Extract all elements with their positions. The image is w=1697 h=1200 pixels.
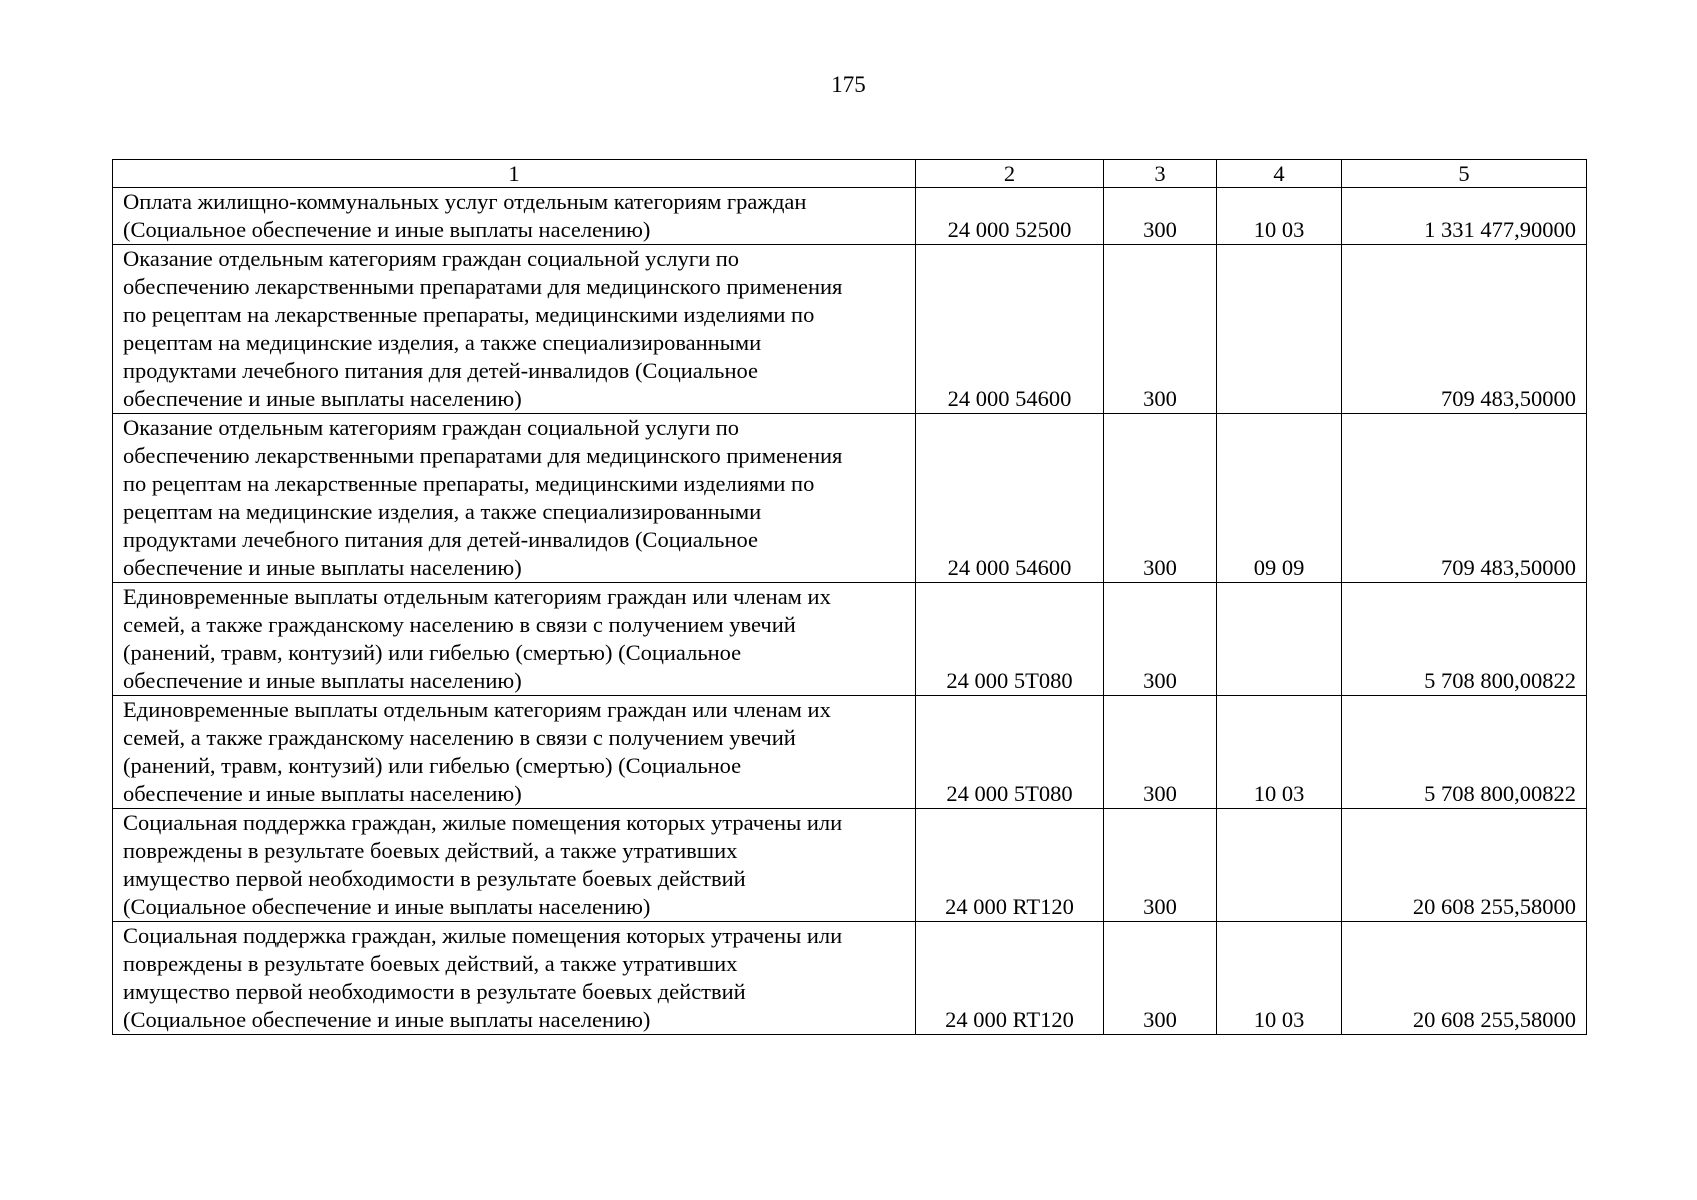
item-name-line: по рецептам на лекарственные препараты, медицинскими изделиями по xyxy=(123,302,815,327)
section-cell: 09 09 xyxy=(1217,414,1342,583)
item-name-line: Единовременные выплаты отдельным категориям граждан или членам их xyxy=(123,697,831,722)
item-name-line: повреждены в результате боевых действий, а также утративших xyxy=(123,951,738,976)
section-cell: 10 03 xyxy=(1217,922,1342,1035)
item-name-line: Оказание отдельным категориям граждан социальной услуги по xyxy=(123,246,740,271)
target-code-cell: 24 000 RT120 xyxy=(916,809,1104,922)
section-cell xyxy=(1217,809,1342,922)
target-code-cell: 24 000 54600 xyxy=(916,414,1104,583)
page-number: 175 xyxy=(831,72,866,97)
expense-type-cell: 300 xyxy=(1104,809,1217,922)
budget-table xyxy=(112,159,1587,1035)
item-name-line: Социальная поддержка граждан, жилые помещения которых утрачены или xyxy=(123,810,843,835)
expense-type-cell: 300 xyxy=(1104,583,1217,696)
item-name-line: имущество первой необходимости в результате боевых действий xyxy=(123,979,746,1004)
item-name-line: обеспечение и иные выплаты населению) xyxy=(123,781,522,806)
expense-type-cell: 300 xyxy=(1104,922,1217,1035)
section-cell: 10 03 xyxy=(1217,188,1342,245)
item-name-cell xyxy=(113,583,916,696)
table-row xyxy=(113,809,1587,922)
header-row xyxy=(113,160,1587,188)
item-name-line: повреждены в результате боевых действий, а также утративших xyxy=(123,838,738,863)
header-cell-2: 2 xyxy=(916,160,1104,188)
header-cell-3: 3 xyxy=(1104,160,1217,188)
target-code-cell: 24 000 54600 xyxy=(916,245,1104,414)
item-name-line: (Социальное обеспечение и иные выплаты населению) xyxy=(123,217,651,242)
table-row xyxy=(113,188,1587,245)
item-name-line: (Социальное обеспечение и иные выплаты населению) xyxy=(123,1007,651,1032)
amount-cell: 1 331 477,90000 xyxy=(1342,188,1587,245)
item-name-line: обеспечению лекарственными препаратами для медицинского применения xyxy=(123,274,843,299)
item-name-line: семей, а также гражданскому населению в связи с получением увечий xyxy=(123,725,796,750)
item-name-line: семей, а также гражданскому населению в связи с получением увечий xyxy=(123,612,796,637)
item-name-cell xyxy=(113,245,916,414)
table-row xyxy=(113,696,1587,809)
amount-cell: 20 608 255,58000 xyxy=(1342,809,1587,922)
expense-type-cell: 300 xyxy=(1104,245,1217,414)
expense-type-cell: 300 xyxy=(1104,696,1217,809)
section-cell: 10 03 xyxy=(1217,696,1342,809)
item-name-line: Единовременные выплаты отдельным категориям граждан или членам их xyxy=(123,584,831,609)
section-cell xyxy=(1217,583,1342,696)
header-cell-4: 4 xyxy=(1217,160,1342,188)
item-name-line: обеспечение и иные выплаты населению) xyxy=(123,555,522,580)
amount-cell: 709 483,50000 xyxy=(1342,414,1587,583)
item-name-line: (ранений, травм, контузий) или гибелью (смертью) (Социальное xyxy=(123,640,742,665)
item-name-cell xyxy=(113,696,916,809)
item-name-line: обеспечение и иные выплаты населению) xyxy=(123,668,522,693)
item-name-line: обеспечению лекарственными препаратами для медицинского применения xyxy=(123,443,843,468)
amount-cell: 5 708 800,00822 xyxy=(1342,696,1587,809)
target-code-cell: 24 000 52500 xyxy=(916,188,1104,245)
item-name-line: обеспечение и иные выплаты населению) xyxy=(123,386,522,411)
table-row xyxy=(113,583,1587,696)
item-name-cell xyxy=(113,809,916,922)
item-name-line: Оказание отдельным категориям граждан социальной услуги по xyxy=(123,415,740,440)
table-row xyxy=(113,245,1587,414)
item-name-line: Социальная поддержка граждан, жилые помещения которых утрачены или xyxy=(123,923,843,948)
amount-cell: 5 708 800,00822 xyxy=(1342,583,1587,696)
item-name-line: Оплата жилищно-коммунальных услуг отдельным категориям граждан xyxy=(123,189,807,214)
header-cell-1: 1 xyxy=(113,160,916,188)
target-code-cell: 24 000 5Т080 xyxy=(916,583,1104,696)
header-cell-5: 5 xyxy=(1342,160,1587,188)
amount-cell: 20 608 255,58000 xyxy=(1342,922,1587,1035)
item-name-line: по рецептам на лекарственные препараты, медицинскими изделиями по xyxy=(123,471,815,496)
amount-cell: 709 483,50000 xyxy=(1342,245,1587,414)
table-row xyxy=(113,922,1587,1035)
item-name-line: (ранений, травм, контузий) или гибелью (смертью) (Социальное xyxy=(123,753,742,778)
item-name-cell xyxy=(113,414,916,583)
item-name-line: (Социальное обеспечение и иные выплаты населению) xyxy=(123,894,651,919)
section-cell xyxy=(1217,245,1342,414)
item-name-cell xyxy=(113,922,916,1035)
table-row xyxy=(113,414,1587,583)
target-code-cell: 24 000 5Т080 xyxy=(916,696,1104,809)
item-name-line: рецептам на медицинские изделия, а также специализированными xyxy=(123,330,762,355)
target-code-cell: 24 000 RT120 xyxy=(916,922,1104,1035)
table-body xyxy=(113,160,1587,1035)
item-name-line: имущество первой необходимости в результате боевых действий xyxy=(123,866,746,891)
item-name-line: продуктами лечебного питания для детей-инвалидов (Социальное xyxy=(123,527,758,552)
item-name-line: рецептам на медицинские изделия, а также специализированными xyxy=(123,499,762,524)
item-name-line: продуктами лечебного питания для детей-инвалидов (Социальное xyxy=(123,358,758,383)
expense-type-cell: 300 xyxy=(1104,414,1217,583)
item-name-cell xyxy=(113,188,916,245)
expense-type-cell: 300 xyxy=(1104,188,1217,245)
